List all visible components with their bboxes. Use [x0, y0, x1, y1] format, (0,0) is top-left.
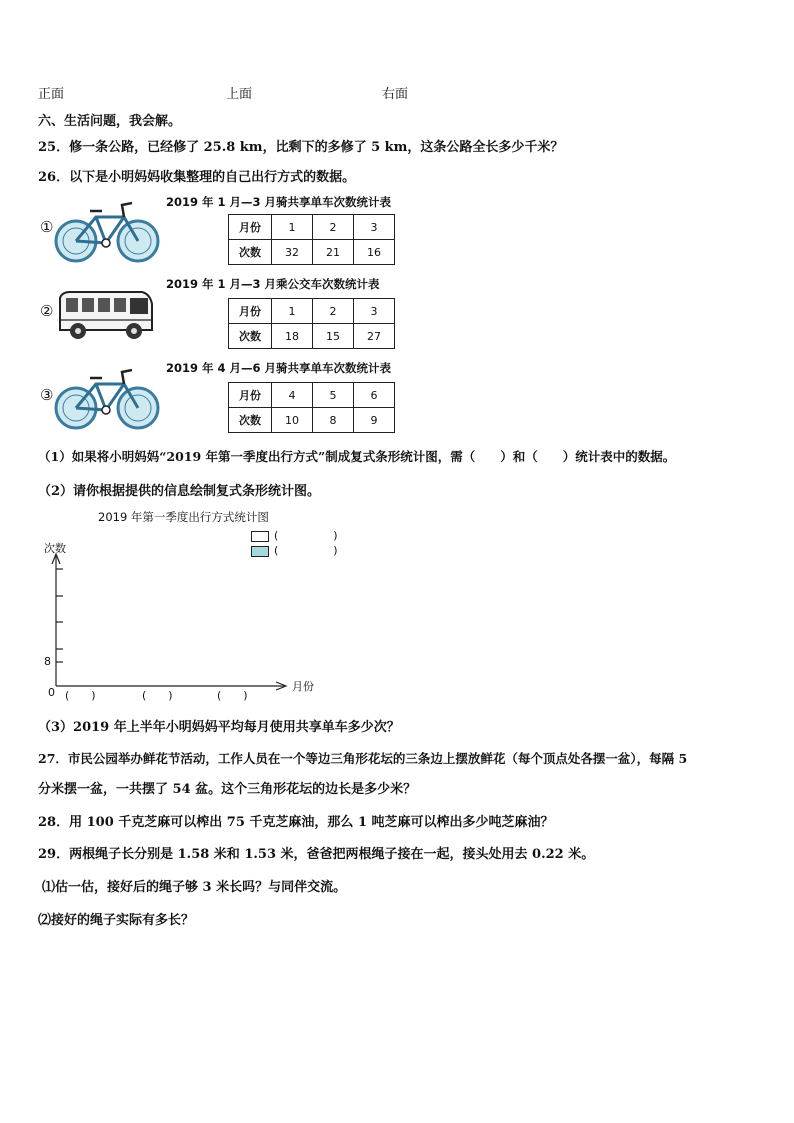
legend-swatch-series-1	[251, 531, 269, 542]
table-1-title: 2019 年 1 月—3 月骑共享单车次数统计表	[166, 195, 392, 209]
question-29: 29．两根绳子长分别是 1.58 米和 1.53 米，爸爸把两根绳子接在一起，接头处用去 0.22 米。	[38, 847, 595, 862]
table-cell: 4	[272, 383, 313, 408]
table-3	[228, 382, 395, 433]
table-cell: 1	[272, 215, 313, 240]
table-cell: 2	[313, 215, 354, 240]
bicycle-icon	[52, 195, 162, 267]
chart-axes	[0, 550, 300, 700]
question-29-part-1: ⑴估一估，接好后的绳子够 3 米长吗？与同伴交流。	[42, 880, 347, 895]
x-axis-label: 月份	[292, 680, 314, 693]
question-28: 28．用 100 千克芝麻可以榨出 75 千克芝麻油，那么 1 吨芝麻可以榨出多少吨芝麻油？	[38, 815, 554, 830]
table-cell: 2	[313, 299, 354, 324]
table-1-count-header: 次数	[229, 240, 272, 265]
label-2: ②	[40, 302, 54, 320]
label-1: ①	[40, 218, 54, 236]
view-top-label: 上面	[226, 87, 253, 102]
table-cell: 32	[272, 240, 313, 265]
table-1	[228, 214, 395, 265]
y-axis-label: 次数	[44, 542, 66, 555]
x-slot-3: ( )	[217, 689, 248, 702]
table-cell: 27	[354, 324, 395, 349]
table-3-count-header: 次数	[229, 408, 272, 433]
bus-icon	[56, 290, 156, 342]
label-3: ③	[40, 386, 54, 404]
table-3-title: 2019 年 4 月—6 月骑共享单车次数统计表	[166, 361, 392, 375]
table-2-count-header: 次数	[229, 324, 272, 349]
table-cell: 3	[354, 215, 395, 240]
view-front-label: 正面	[38, 87, 65, 102]
table-2-title: 2019 年 1 月—3 月乘公交车次数统计表	[166, 277, 380, 291]
question-26-part-3: （3）2019 年上半年小明妈妈平均每月使用共享单车多少次？	[38, 720, 400, 735]
table-1-month-header: 月份	[229, 215, 272, 240]
table-cell: 21	[313, 240, 354, 265]
legend-label-2: ( )	[274, 544, 338, 557]
legend-label-1: ( )	[274, 529, 338, 542]
origin-label: 0	[48, 686, 55, 699]
table-cell: 8	[313, 408, 354, 433]
table-2-month-header: 月份	[229, 299, 272, 324]
question-27-line-2: 分米摆一盆，一共摆了 54 盆。这个三角形花坛的边长是多少米？	[38, 782, 417, 797]
table-cell: 16	[354, 240, 395, 265]
table-cell: 3	[354, 299, 395, 324]
view-right-label: 右面	[382, 87, 409, 102]
x-slot-2: ( )	[142, 689, 173, 702]
x-slot-1: ( )	[65, 689, 96, 702]
table-cell: 15	[313, 324, 354, 349]
table-cell: 6	[354, 383, 395, 408]
section-six-heading: 六、生活问题，我会解。	[38, 114, 182, 129]
bicycle-icon	[52, 362, 162, 434]
table-cell: 9	[354, 408, 395, 433]
chart-title: 2019 年第一季度出行方式统计图	[98, 510, 269, 524]
table-cell: 1	[272, 299, 313, 324]
table-cell: 10	[272, 408, 313, 433]
question-25: 25．修一条公路，已经修了 25.8 km，比剩下的多修了 5 km，这条公路全长多少千米？	[38, 140, 564, 155]
table-cell: 18	[272, 324, 313, 349]
question-26-part-2: （2）请你根据提供的信息绘制复式条形统计图。	[38, 484, 321, 499]
table-3-month-header: 月份	[229, 383, 272, 408]
y-tick-label: 8	[44, 655, 51, 668]
question-29-part-2: ⑵接好的绳子实际有多长？	[38, 913, 195, 928]
table-2	[228, 298, 395, 349]
question-26-intro: 26．以下是小明妈妈收集整理的自己出行方式的数据。	[38, 170, 356, 185]
question-26-part-1: （1）如果将小明妈妈“2019 年第一季度出行方式”制成复式条形统计图，需（ ）和（ ）统计表中的数据。	[38, 449, 676, 464]
question-27-line-1: 27．市民公园举办鲜花节活动，工作人员在一个等边三角形花坛的三条边上摆放鲜花（每个顶点处各摆一盆），每隔 5	[38, 751, 688, 766]
table-cell: 5	[313, 383, 354, 408]
